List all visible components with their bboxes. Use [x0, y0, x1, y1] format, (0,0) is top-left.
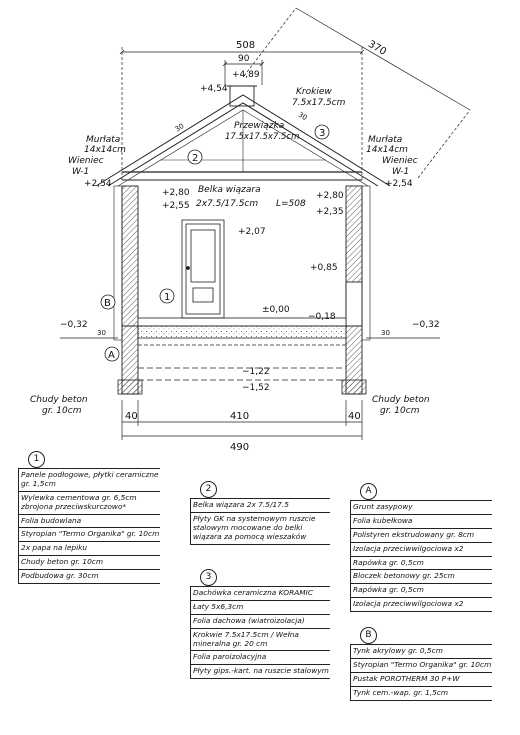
level-beam-left-top: +2,80: [162, 188, 190, 198]
legend-row: Folia budowlana: [19, 515, 160, 529]
level-floor-low: −0,18: [308, 312, 336, 322]
legend-2: [190, 484, 330, 545]
dim-insulation-right: 30: [381, 329, 390, 337]
legend-row: Bloczek betonowy gr. 25cm: [351, 570, 492, 584]
legend-row: Styropian "Termo Organika" gr. 10cm: [351, 659, 492, 673]
legend-row: Izolacja przeciwwilgociowa x2: [351, 598, 492, 612]
legend-a-items: [350, 501, 492, 612]
door: [182, 220, 224, 318]
legend-row: Dachówka ceramiczna KORAMIC: [191, 587, 330, 601]
legend-row: Panele podłogowe, płytki ceramiczne gr. 1,5cm: [19, 469, 160, 492]
legend-row: Rapówka gr. 0,5cm: [351, 557, 492, 571]
label-wieniec-left: Wieniec: [68, 156, 104, 166]
legend-1: [18, 454, 160, 584]
level-beam-left-bottom: +2,55: [162, 201, 190, 211]
top-dimensions: [120, 8, 470, 180]
label-chudy-right: Chudy beton: [372, 395, 430, 405]
legend-3: [190, 572, 330, 679]
legend-row: Grunt zasypowy: [351, 501, 492, 515]
label-krokiew: Krokiew: [296, 87, 332, 97]
legend-row: Krokwie 7.5x17.5cm / Wełna mineralna gr. 20 cm: [191, 629, 330, 652]
label-belka-length: L=508: [276, 199, 306, 209]
label-przewiazka: Przewiązka: [234, 121, 285, 131]
level-ground-right: −0,32: [412, 320, 440, 330]
label-murlata-left-size: 14x14cm: [84, 145, 126, 155]
legend-a-mark: A: [360, 483, 377, 500]
dim-bottom-total: 490: [230, 442, 250, 453]
legend-row: Folia kubełkowa: [351, 515, 492, 529]
legend-b-items: [350, 645, 492, 701]
level-eave-right: +2,54: [385, 179, 413, 189]
dim-chimney-width: 90: [238, 54, 250, 64]
label-murlata-left: Murłata: [86, 135, 121, 145]
dim-bottom-right: 40: [348, 411, 361, 422]
legend-2-items: [190, 499, 330, 545]
dim-bottom-left: 40: [125, 411, 138, 422]
label-chudy-left: Chudy beton: [30, 395, 88, 405]
legend-row: Płyty GK na systemowym ruszcie stalowym mocowane do belki wiązara za pomocą wieszaków: [191, 513, 330, 545]
legend-2-mark: 2: [200, 481, 217, 498]
level-door-top: +2,07: [238, 227, 266, 237]
dim-bottom-mid: 410: [230, 411, 250, 422]
dim-roof-right: 30: [296, 110, 309, 123]
legend-row: Folia paroizolacyjna: [191, 651, 330, 665]
label-przewiazka-size: 17.5x17.5x7.5cm: [225, 132, 300, 142]
legend-row: Podbudowa gr. 30cm: [19, 570, 160, 584]
legend-row: Łaty 5x6,3cm: [191, 601, 330, 615]
legend-row: 2x papa na lepiku: [19, 542, 160, 556]
legend-row: Polistyren ekstrudowany gr. 8cm: [351, 529, 492, 543]
label-wieniec-right: Wieniec: [382, 156, 418, 166]
marker-1: 1: [164, 292, 171, 303]
level-beam-right-top: +2,80: [316, 191, 344, 201]
dim-diagonal: 370: [366, 38, 389, 58]
label-chudy-right-gr: gr. 10cm: [380, 406, 420, 416]
level-window-sill: +0,85: [310, 263, 338, 273]
level-beam-right-bottom: +2,35: [316, 207, 344, 217]
label-wieniec-right-code: W-1: [392, 167, 410, 177]
legend-row: Folia dachowa (wiatroizolacja): [191, 615, 330, 629]
legend-row: Tynk akrylowy gr. 0,5cm: [351, 645, 492, 659]
marker-3: 3: [319, 128, 326, 139]
level-floor: ±0,00: [262, 305, 290, 315]
legend-row: Chudy beton gr. 10cm: [19, 556, 160, 570]
legend-row: Styropian "Termo Organika" gr. 10cm: [19, 528, 160, 542]
label-krokiew-size: 7.5x17.5cm: [292, 98, 346, 108]
dim-insulation-left: 30: [97, 329, 106, 337]
walls: [114, 186, 370, 394]
label-belka: Belka wiązara: [198, 185, 261, 195]
legend-row: Rapówka gr. 0,5cm: [351, 584, 492, 598]
level-chimney-base: +4,54: [200, 84, 228, 94]
legend-3-mark: 3: [200, 569, 217, 586]
level-eave-left: +2,54: [84, 179, 112, 189]
level-foundation-bottom: −1,52: [242, 383, 270, 393]
marker-b: B: [104, 298, 111, 309]
legend-b: [350, 630, 492, 701]
legend-1-mark: 1: [28, 451, 45, 468]
legend-a: [350, 486, 492, 612]
marker-a: A: [108, 350, 115, 361]
level-chimney-top: +4,89: [232, 70, 260, 80]
legend-row: Płyty gips.-kart. na ruszcie stalowym: [191, 665, 330, 679]
legend-row: Wylewka cementowa gr. 6,5cm zbrojona przeciwskurczowo*: [19, 492, 160, 515]
legend-row: Pustak POROTHERM 30 P+W: [351, 673, 492, 687]
legend-row: Tynk cem.-wap. gr. 1,5cm: [351, 687, 492, 701]
legend-3-items: [190, 587, 330, 679]
label-wieniec-left-code: W-1: [72, 167, 90, 177]
legend-row: Izolacja przeciwwilgociowa x2: [351, 543, 492, 557]
legend-1-items: [18, 469, 160, 584]
label-chudy-left-gr: gr. 10cm: [42, 406, 82, 416]
label-belka-size: 2x7.5/17.5cm: [196, 199, 259, 209]
label-murlata-right-size: 14x14cm: [366, 145, 408, 155]
legend-row: Belka wiązara 2x 7.5/17.5: [191, 499, 330, 513]
dim-roof-left: 30: [173, 122, 186, 134]
legend-b-mark: B: [360, 627, 377, 644]
label-murlata-right: Murłata: [368, 135, 403, 145]
marker-2: 2: [192, 153, 199, 164]
dim-total-width: 508: [236, 40, 256, 51]
level-foundation-top: −1,22: [242, 367, 270, 377]
level-ground-left: −0,32: [60, 320, 88, 330]
